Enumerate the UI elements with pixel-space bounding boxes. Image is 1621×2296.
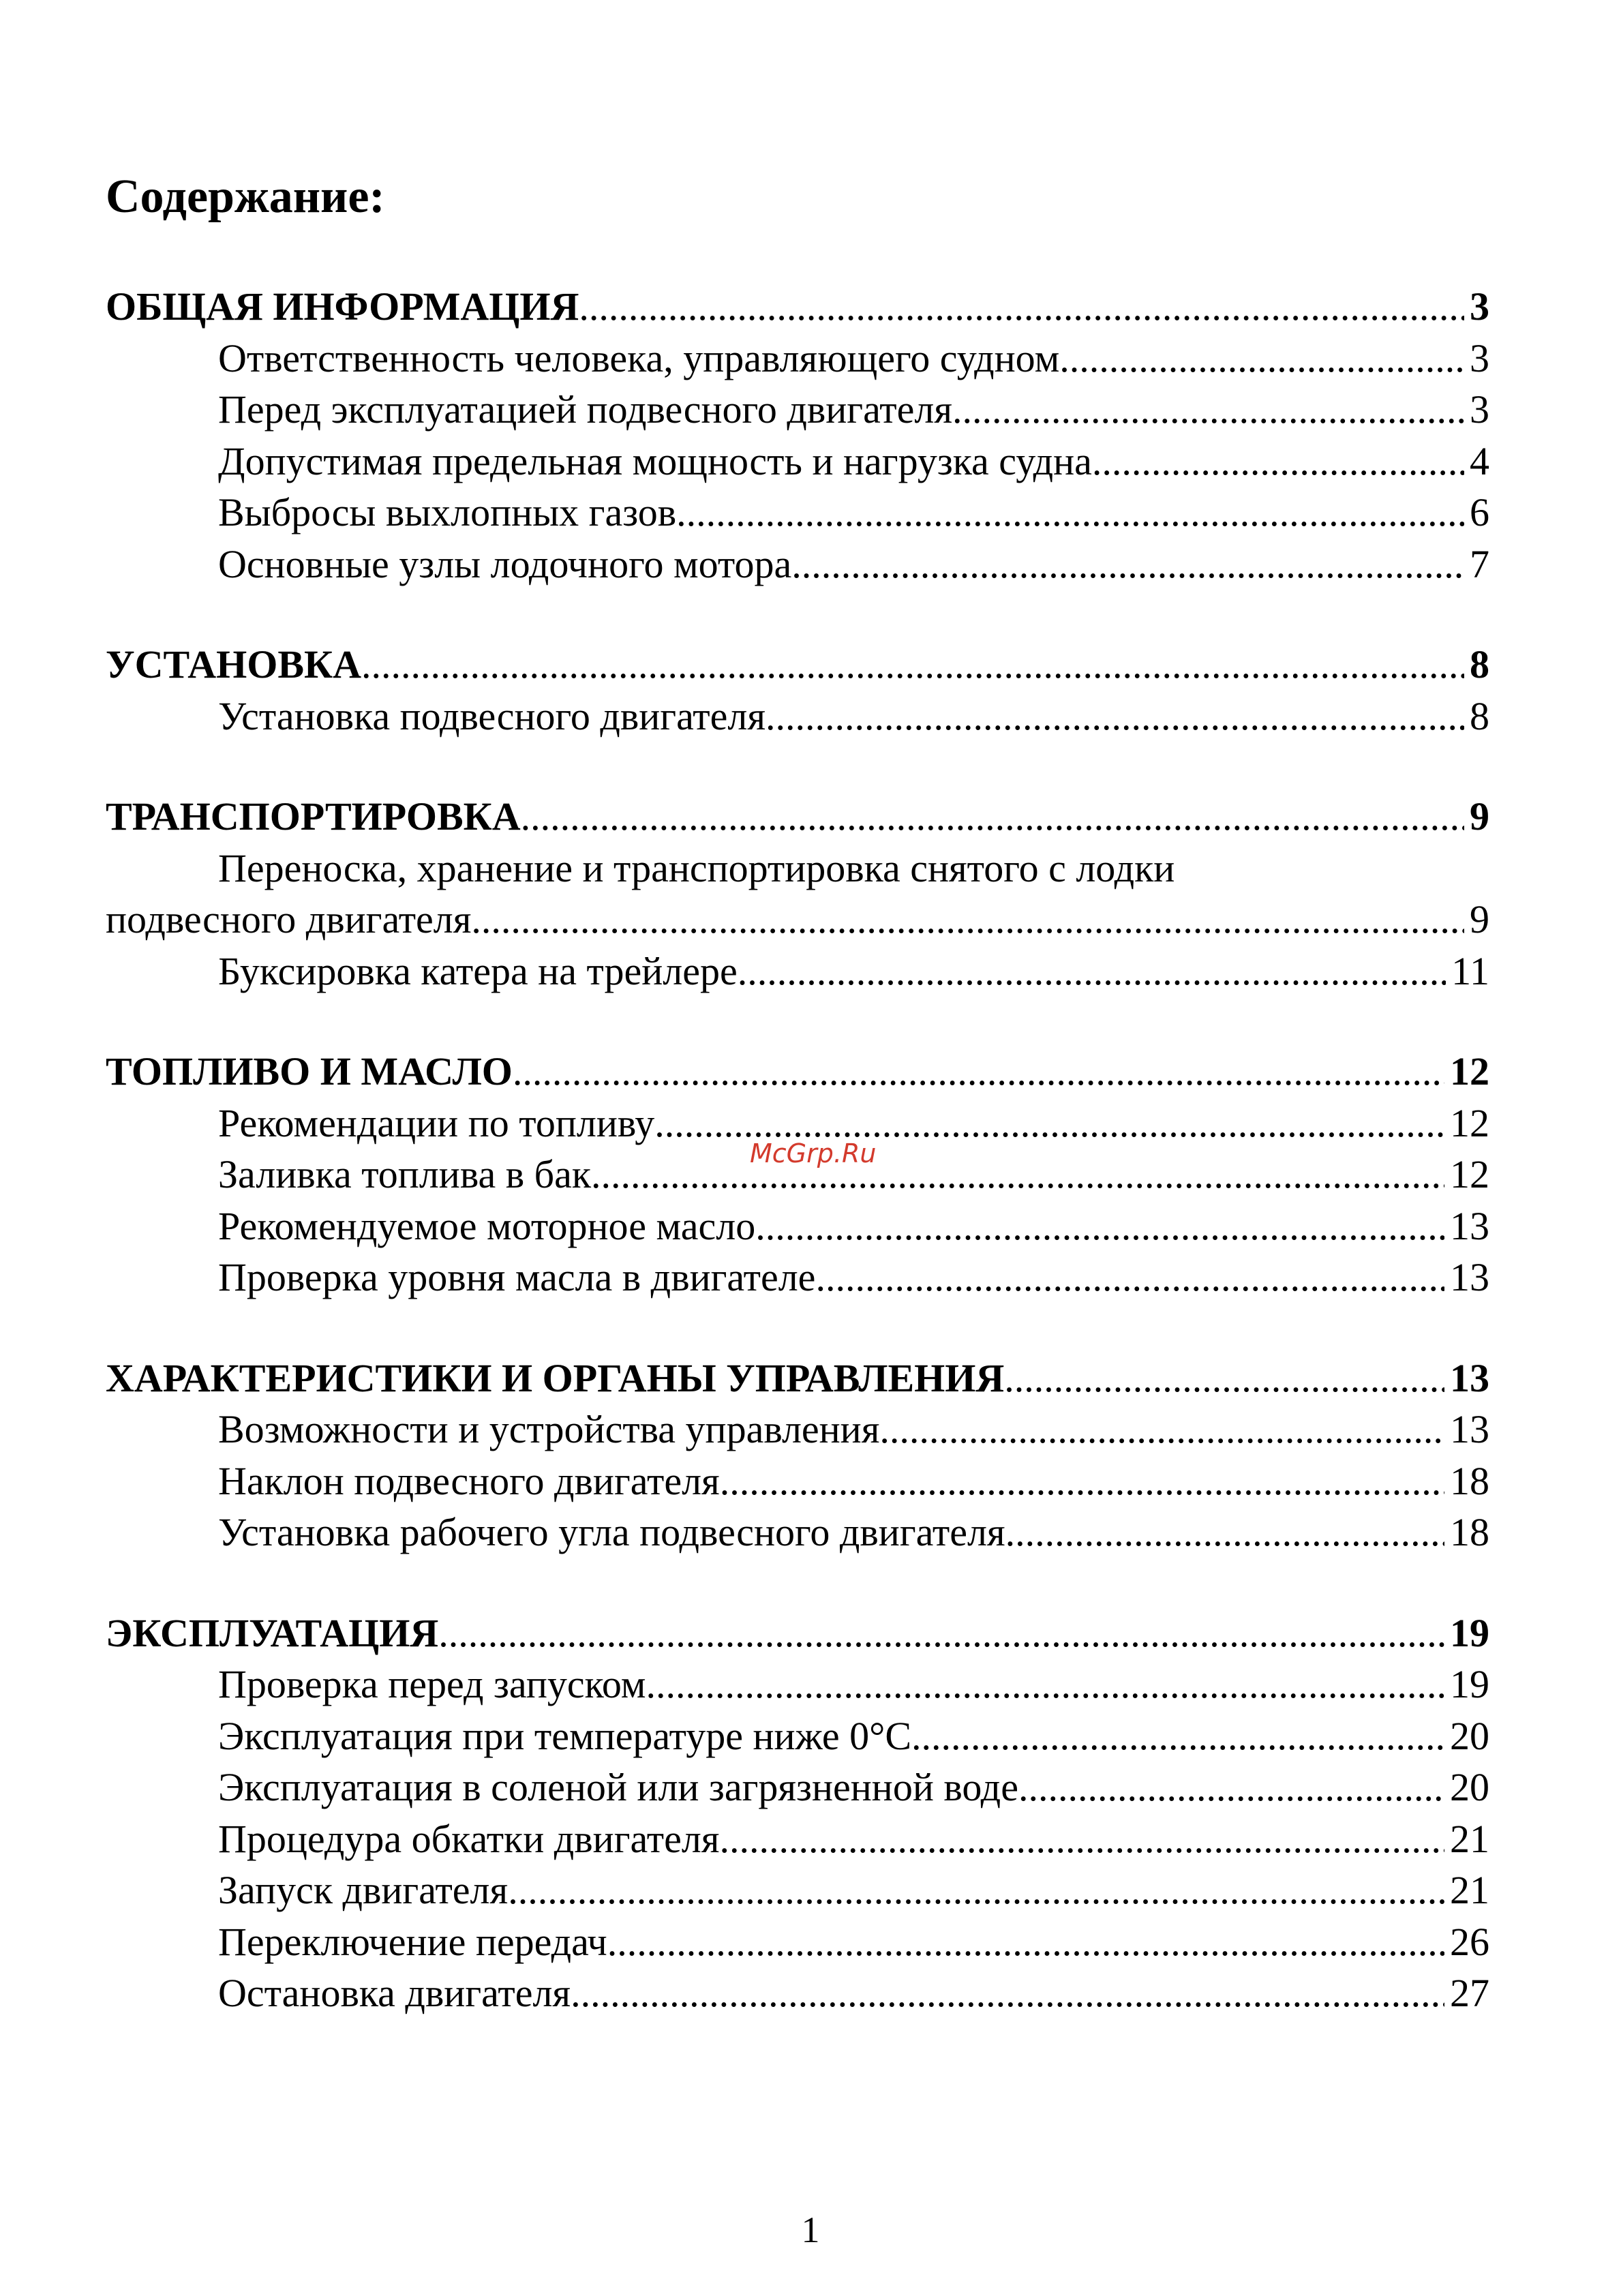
toc-entry-row[interactable] — [106, 1762, 1489, 1813]
toc-entry-row[interactable] — [106, 1200, 1489, 1252]
toc-entry-row[interactable] — [106, 1252, 1489, 1303]
toc-page-number: 19 — [1450, 1610, 1489, 1655]
toc-entry-label: Рекомендуемое моторное масло — [218, 1203, 756, 1248]
toc-page-number: 20 — [1450, 1713, 1489, 1758]
toc-heading-row[interactable] — [106, 639, 1489, 691]
dot-leader — [1059, 333, 1464, 384]
toc-page-number: 3 — [1470, 387, 1489, 432]
toc-heading-row[interactable] — [106, 1353, 1489, 1404]
toc-entry-row[interactable] — [106, 946, 1489, 997]
dot-leader — [1018, 1762, 1444, 1813]
toc-entry-label: Остановка двигателя — [218, 1971, 571, 2015]
toc-page-number: 9 — [1470, 897, 1489, 941]
dot-leader — [720, 1455, 1444, 1507]
dot-leader — [607, 1916, 1444, 1968]
toc-page-number: 13 — [1450, 1203, 1489, 1248]
table-of-contents — [106, 281, 1489, 2068]
toc-entry-row[interactable] — [106, 539, 1489, 590]
toc-heading-row[interactable] — [106, 1046, 1489, 1098]
toc-page-number: 18 — [1450, 1510, 1489, 1554]
toc-entry-label: Возможности и устройства управления — [218, 1407, 880, 1451]
toc-page-number: 27 — [1450, 1971, 1489, 2015]
dot-leader — [579, 281, 1464, 333]
dot-leader — [719, 1813, 1444, 1865]
dot-leader — [755, 1200, 1444, 1252]
dot-leader — [571, 1967, 1444, 2019]
toc-page-number: 21 — [1450, 1868, 1489, 1912]
toc-heading-label: УСТАНОВКА — [106, 642, 361, 686]
toc-page-number: 4 — [1470, 438, 1489, 483]
toc-page-number: 13 — [1450, 1255, 1489, 1299]
toc-entry-label: Эксплуатация в соленой или загрязненной воде — [218, 1765, 1018, 1809]
watermark: McGrp.Ru — [750, 1138, 877, 1168]
toc-section-controls — [106, 1353, 1489, 1558]
dot-leader — [513, 1046, 1444, 1098]
toc-entry-label: Перед эксплуатацией подвесного двигателя — [218, 387, 953, 432]
toc-page-number: 19 — [1450, 1662, 1489, 1706]
dot-leader — [361, 639, 1464, 691]
toc-entry-row[interactable] — [106, 1864, 1489, 1916]
toc-page-number: 12 — [1450, 1152, 1489, 1196]
toc-page-number: 7 — [1470, 541, 1489, 586]
dot-leader — [911, 1710, 1444, 1762]
toc-page-number: 20 — [1450, 1765, 1489, 1809]
toc-entry-first-line[interactable]: Переноска, хранение и транспортировка снятого с лодки — [218, 845, 1175, 890]
page-number: 1 — [801, 2209, 820, 2250]
toc-heading-label: ТОПЛИВО И МАСЛО — [106, 1049, 513, 1093]
toc-entry-row[interactable] — [106, 384, 1489, 436]
toc-page-number: 21 — [1450, 1816, 1489, 1861]
dot-leader — [791, 539, 1464, 590]
toc-page-number: 26 — [1450, 1919, 1489, 1964]
toc-entry-label: Переключение передач — [218, 1919, 607, 1964]
toc-section-general — [106, 281, 1489, 590]
dot-leader — [438, 1607, 1444, 1659]
toc-page-number: 12 — [1450, 1049, 1489, 1093]
toc-heading-label: ЭКСПЛУАТАЦИЯ — [106, 1610, 439, 1655]
toc-section-installation — [106, 639, 1489, 742]
toc-section-fuel-oil — [106, 1046, 1489, 1303]
toc-page-number: 9 — [1470, 794, 1489, 839]
dot-leader — [508, 1864, 1444, 1916]
toc-heading-row[interactable] — [106, 281, 1489, 333]
dot-leader — [521, 791, 1464, 843]
toc-entry-row[interactable] — [106, 1404, 1489, 1455]
toc-entry-row[interactable] — [106, 436, 1489, 487]
dot-leader — [591, 1149, 1444, 1200]
dot-leader — [471, 894, 1464, 946]
toc-section-operation — [106, 1607, 1489, 2019]
dot-leader — [766, 691, 1464, 742]
toc-entry-label: Заливка топлива в бак — [218, 1152, 592, 1196]
toc-entry-row[interactable] — [106, 487, 1489, 539]
toc-entry-label: Рекомендации по топливу — [218, 1100, 655, 1145]
dot-leader — [1004, 1353, 1444, 1404]
dot-leader — [1005, 1507, 1444, 1558]
toc-page-number: 13 — [1450, 1407, 1489, 1451]
dot-leader — [1092, 436, 1464, 487]
toc-entry-row[interactable] — [106, 691, 1489, 742]
toc-entry-label: Основные узлы лодочного мотора — [218, 541, 792, 586]
toc-entry-label: Установка подвесного двигателя — [218, 693, 766, 738]
dot-leader — [738, 946, 1446, 997]
toc-page-number: 13 — [1450, 1355, 1489, 1400]
toc-page-number: 18 — [1450, 1458, 1489, 1503]
toc-entry-row[interactable] — [106, 1813, 1489, 1865]
dot-leader — [815, 1252, 1444, 1303]
toc-page-number: 3 — [1470, 335, 1489, 380]
toc-entry-label: подвесного двигателя — [106, 897, 472, 941]
toc-entry-row[interactable] — [106, 1507, 1489, 1558]
toc-entry-label: Допустимая предельная мощность и нагрузка судна — [218, 438, 1092, 483]
toc-page-number: 3 — [1470, 284, 1489, 329]
toc-entry-row[interactable] — [106, 1455, 1489, 1507]
toc-entry-row[interactable] — [106, 1710, 1489, 1762]
dot-leader — [646, 1659, 1445, 1710]
toc-entry-label: Установка рабочего угла подвесного двигателя — [218, 1510, 1005, 1554]
toc-entry-label: Буксировка катера на трейлере — [218, 948, 738, 993]
toc-entry-row[interactable] — [106, 333, 1489, 384]
toc-entry-row[interactable] — [106, 1659, 1489, 1710]
toc-entry-label: Выбросы выхлопных газов — [218, 490, 677, 534]
toc-entry-label: Запуск двигателя — [218, 1868, 509, 1912]
toc-entry-row[interactable] — [106, 1916, 1489, 1968]
dot-leader — [952, 384, 1464, 436]
dot-leader — [676, 487, 1464, 539]
toc-section-transport — [106, 791, 1489, 997]
toc-heading-label: ОБЩАЯ ИНФОРМАЦИЯ — [106, 284, 579, 329]
toc-entry-label: Эксплуатация при температуре ниже 0°С — [218, 1713, 912, 1758]
toc-entry-label: Ответственность человека, управляющего судном — [218, 335, 1060, 380]
toc-page-number: 11 — [1451, 948, 1489, 993]
toc-entry-label: Проверка перед запуском — [218, 1662, 646, 1706]
toc-page-number: 8 — [1470, 693, 1489, 738]
toc-entry-label: Проверка уровня масла в двигателе — [218, 1255, 816, 1299]
toc-entry-label: Процедура обкатки двигателя — [218, 1816, 720, 1861]
dot-leader — [879, 1404, 1444, 1455]
toc-entry-label: Наклон подвесного двигателя — [218, 1458, 720, 1503]
toc-heading-label: ХАРАКТЕРИСТИКИ И ОРГАНЫ УПРАВЛЕНИЯ — [106, 1355, 1005, 1400]
toc-entry-row[interactable] — [106, 1967, 1489, 2019]
toc-page-number: 8 — [1470, 642, 1489, 686]
toc-entry-row[interactable] — [106, 894, 1489, 946]
toc-heading-row[interactable] — [106, 1607, 1489, 1659]
toc-heading-label: ТРАНСПОРТИРОВКА — [106, 794, 521, 839]
page-title: Содержание: — [106, 170, 385, 223]
toc-heading-row[interactable] — [106, 791, 1489, 843]
toc-page-number: 12 — [1450, 1100, 1489, 1145]
toc-page-number: 6 — [1470, 490, 1489, 534]
